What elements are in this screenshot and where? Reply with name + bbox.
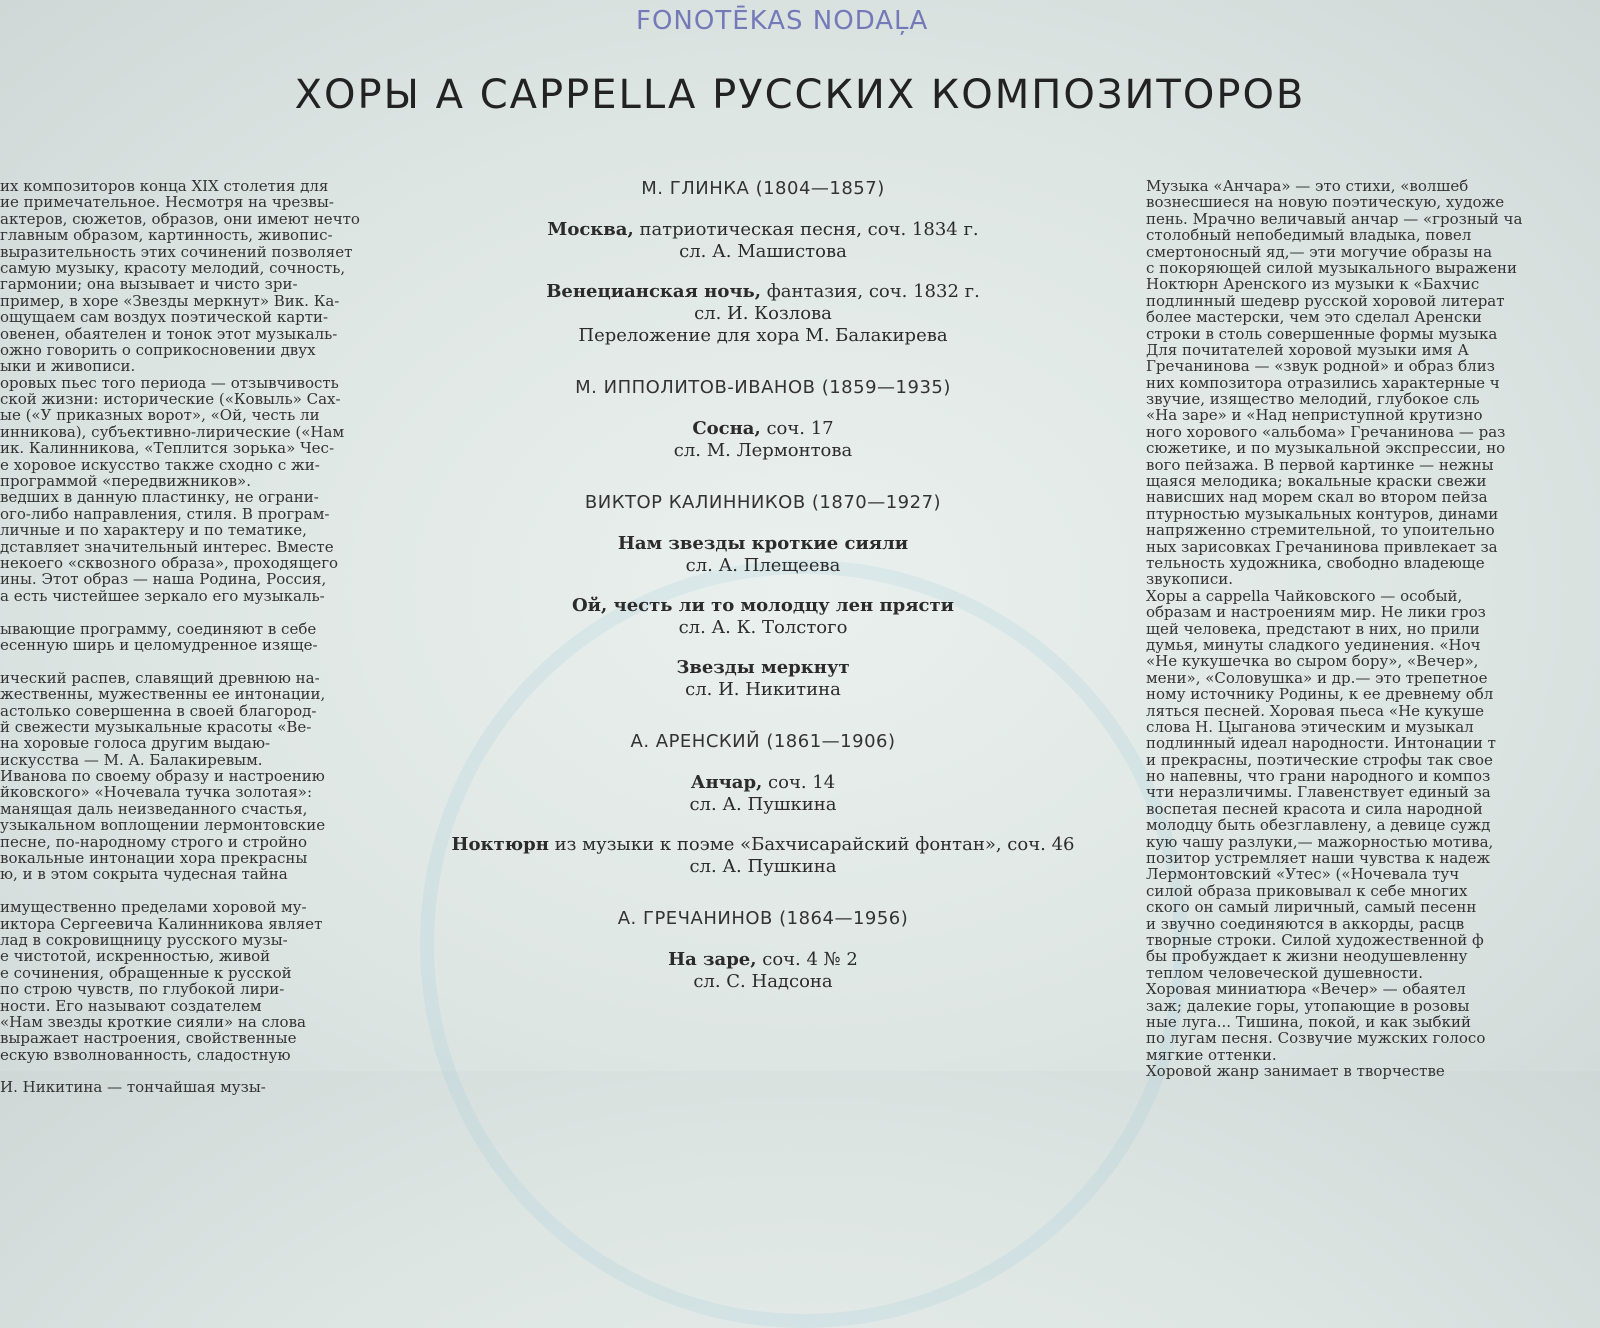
work-details: патриотическая песня, соч. 1834 г. [633, 219, 979, 240]
composer-heading: А. АРЕНСКИЙ (1861—1906) [630, 731, 896, 752]
text-line: ический распев, славящий древнюю на- [0, 668, 320, 687]
text-line: заж; далекие горы, утопающие в розовы [1146, 996, 1470, 1015]
work-title: На заре, [668, 949, 757, 970]
text-line: самую музыку, красоту мелодий, сочность, [0, 258, 346, 277]
text-line: но напевны, что грани народного и композ [1146, 767, 1491, 786]
text-line: них композитора отразились характерные ч [1146, 373, 1500, 392]
text-line: столобный непобедимый владыка, повел [1146, 226, 1472, 245]
work-title: Анчар, [690, 772, 763, 793]
text-line: Для почитателей хоровой музыки имя А [1146, 340, 1469, 359]
composer-heading: М. ИППОЛИТОВ-ИВАНОВ (1859—1935) [575, 377, 951, 398]
work-title: Венецианская ночь, [546, 281, 761, 302]
text-line: ины. Этот образ — наша Родина, Россия, [0, 570, 327, 589]
text-line [0, 883, 424, 899]
text-line: ывающие программу, соединяют в себе [0, 619, 317, 638]
text-line: воспетая песней красота и сила народной [1146, 799, 1483, 818]
text-line: пень. Мрачно величавый анчар — «грозный ча [1146, 209, 1523, 228]
text-line: звукописи. [1146, 570, 1234, 589]
text-line: молодцу быть обезглавлену, а девице сужд [1146, 816, 1491, 835]
text-line: И. Никитина — тончайшая музы- [0, 1078, 266, 1096]
library-stamp: FONOTĒKAS NODAĻA [636, 6, 929, 36]
text-line: йковского» «Ночевала тучка золотая»: [0, 783, 313, 802]
text-line: ожно говорить о соприкосновении двух [0, 340, 316, 359]
text-line: выразительность этих сочинений позволяет [0, 242, 353, 261]
text-line: на хоровые голоса другим выдаю- [0, 734, 271, 753]
text-line: ие примечательное. Несмотря на чрезвы- [0, 193, 334, 212]
work-entry [418, 949, 1108, 993]
text-line: некоего «сквозного образа», проходящего [0, 553, 339, 572]
text-line: вознесшиеся на новую поэтическую, художе [1146, 193, 1505, 212]
work-details: соч. 4 № 2 [756, 949, 858, 970]
text-line: инникова), субъективно-лирические («Нам [0, 422, 345, 441]
text-line: а есть чистейшее зеркало его музыкаль- [0, 586, 325, 605]
work-credit: сл. И. Козлова [694, 303, 832, 324]
liner-notes-right [1146, 178, 1600, 1079]
work-credit: сл. М. Лермонтова [673, 440, 853, 461]
liner-notes-left [0, 178, 424, 1096]
page-title: ХОРЫ А CAPPELLA РУССКИХ КОМПОЗИТОРОВ [294, 72, 1306, 118]
text-line: имущественно пределами хоровой му- [0, 898, 307, 917]
program-listing [418, 178, 1108, 1011]
text-line [0, 653, 424, 669]
work-credit: сл. И. Никитина [685, 679, 841, 700]
text-line: ного хорового «альбома» Гречанинова — раз [1146, 422, 1506, 441]
text-line: и прекрасны, поэтические строфы так свое [1146, 750, 1493, 769]
work-title: Ноктюрн [451, 834, 549, 855]
text-line: Музыка «Анчара» — это стихи, «волшеб [1146, 178, 1469, 195]
text-line: ю, и в этом сокрыта чудесная тайна [0, 865, 288, 884]
text-line: искусства — М. А. Балакиревым. [0, 750, 263, 769]
text-line [0, 604, 424, 620]
text-line: вого пейзажа. В первой картинке — нежны [1146, 455, 1494, 474]
text-line: главным образом, картинность, живопис- [0, 226, 333, 245]
text-line: слова Н. Цыганова этическим и музыкал [1146, 717, 1474, 736]
text-line: Гречанинова — «звук родной» и образ близ [1146, 357, 1495, 376]
text-line: думья, минуты сладкого уединения. «Ноч [1146, 635, 1481, 654]
text-line: ескую взволнованность, сладостную [0, 1045, 291, 1064]
work-entry [418, 281, 1108, 347]
text-line: личные и по характеру и по тематике, [0, 521, 307, 540]
text-line: е чистотой, искренностью, живой [0, 947, 271, 966]
work-credit: сл. А. Машистова [679, 241, 847, 262]
work-title: Нам звезды кроткие сияли [617, 533, 909, 554]
text-line: е сочинения, обращенные к русской [0, 963, 292, 982]
text-line: их композиторов конца XIX столетия для [0, 178, 329, 195]
work-entry [418, 772, 1108, 816]
work-entry [418, 657, 1108, 701]
text-line: ности. Его называют создателем [0, 996, 262, 1015]
work-credit: сл. А. Плещеева [685, 555, 841, 576]
text-line: выражает настроения, свойственные [0, 1029, 297, 1048]
text-line: звучие, изящество мелодий, глубокое сль [1146, 390, 1480, 409]
text-line: птурностью музыкальных контуров, динами [1146, 504, 1499, 523]
text-line: силой образа приковывал к себе многих [1146, 881, 1468, 900]
text-line: ого-либо направления, стиля. В програм- [0, 504, 330, 523]
text-line: й свежести музыкальные красоты «Ве- [0, 717, 312, 736]
text-line: лад в сокровищницу русского музы- [0, 930, 288, 949]
text-line: ской жизни: исторические («Ковыль» Сах- [0, 390, 341, 409]
text-line: мени», «Соловушка» и др.— это трепетное [1146, 668, 1488, 687]
text-line: ощущаем сам воздух поэтической карти- [0, 308, 329, 327]
work-title: Ой, честь ли то молодцу лен прясти [571, 595, 955, 616]
text-line: более мастерски, чем это сделал Аренски [1146, 308, 1482, 327]
composer-heading: ВИКТОР КАЛИННИКОВ (1870—1927) [584, 492, 942, 513]
text-line: напряженно стремительной, то упоительно [1146, 521, 1495, 540]
text-line: бы пробуждает к жизни неодушевленну [1146, 947, 1468, 966]
text-line: ных зарисовках Гречанинова привлекает за [1146, 537, 1498, 556]
work-details: соч. 17 [760, 418, 834, 439]
text-line: Хоры а cappella Чайковского — особый, [1146, 586, 1463, 605]
work-entry [418, 834, 1108, 878]
work-details: соч. 14 [762, 772, 836, 793]
work-entry [418, 219, 1108, 263]
composer-heading: А. ГРЕЧАНИНОВ (1864—1956) [617, 908, 909, 929]
text-line: с покоряющей силой музыкального выражени [1146, 258, 1517, 277]
text-line: ые («У приказных ворот», «Ой, честь ли [0, 406, 320, 425]
text-line: Хоровая миниатюра «Вечер» — обаятел [1146, 980, 1466, 999]
text-line: щаяся мелодика; вокальные краски свежи [1146, 472, 1487, 491]
work-credit: Переложение для хора М. Балакирева [578, 325, 948, 346]
text-line: творные строки. Силой художественной ф [1146, 930, 1484, 949]
text-line: песне, по-народному строго и стройно [0, 832, 307, 851]
composer-heading: М. ГЛИНКА (1804—1857) [641, 178, 885, 199]
work-details: фантазия, соч. 1832 г. [761, 281, 980, 302]
text-line: «Не кукушечка во сыром бору», «Вечер», [1146, 652, 1479, 671]
text-line: жественны, мужественны ее интонации, [0, 685, 326, 704]
text-line: ные луга... Тишина, покой, и как зыбкий [1146, 1012, 1471, 1031]
text-line: гармонии; она вызывает и чисто зри- [0, 275, 298, 294]
text-line: тельность художника, свободно владеюще [1146, 553, 1485, 572]
text-line: манящая даль неизведанного счастья, [0, 799, 308, 818]
text-line: овенен, обаятелен и тонок этот музыкаль- [0, 324, 338, 343]
text-line: ляться песней. Хоровая пьеса «Не кукуше [1146, 701, 1485, 720]
work-details: из музыки к поэме «Бахчисарайский фонтан», соч. 46 [548, 834, 1075, 855]
text-line: подлинный шедевр русской хоровой литерат [1146, 291, 1505, 310]
text-line: «Нам звезды кроткие сияли» на слова [0, 1012, 306, 1031]
work-entry [418, 595, 1108, 639]
text-line: программой «передвижников». [0, 472, 251, 491]
work-title: Звезды меркнут [676, 657, 850, 678]
text-line: чти неразличимы. Главенствует единый за [1146, 783, 1491, 802]
text-line: сюжетике, и по музыкальной экспрессии, но [1146, 439, 1506, 458]
text-line: образам и настроениям мир. Не лики гроз [1146, 603, 1486, 622]
text-line: есенную ширь и целомудренное изяще- [0, 635, 318, 654]
text-line: пример, в хоре «Звезды меркнут» Вик. Ка- [0, 291, 340, 310]
text-line: Хоровой жанр занимает в творчестве [1146, 1062, 1445, 1080]
work-credit: сл. А. Пушкина [689, 856, 837, 877]
text-line: по строю чувств, по глубокой лири- [0, 980, 285, 999]
text-line: Ноктюрн Аренского из музыки к «Бахчис [1146, 275, 1480, 294]
work-entry [418, 418, 1108, 462]
text-line: Иванова по своему образу и настроению [0, 767, 325, 786]
text-line: щей человека, предстают в них, но прили [1146, 619, 1480, 638]
text-line: ыки и живописи. [0, 357, 136, 376]
text-line: смертоносный яд,— эти могучие образы на [1146, 242, 1493, 261]
text-line: строки в столь совершенные формы музыка [1146, 324, 1498, 343]
text-line: «На заре» и «Над неприступной крутизно [1146, 406, 1483, 425]
text-line: ному источнику Родины, к ее древнему обл [1146, 685, 1494, 704]
text-line: Лермонтовский «Утес» («Ночевала туч [1146, 865, 1460, 884]
work-credit: сл. А. К. Толстого [678, 617, 848, 638]
text-line: подлинный идеал народности. Интонации т [1146, 734, 1496, 753]
work-credit: сл. С. Надсона [693, 971, 833, 992]
text-line: по лугам песня. Созвучие мужских голосо [1146, 1029, 1486, 1048]
text-line: иктора Сергеевича Калинникова являет [0, 914, 323, 933]
text-line: теплом человеческой душевности. [1146, 963, 1424, 982]
text-line: нависших над морем скал во втором пейза [1146, 488, 1488, 507]
text-line: дставляет значительный интерес. Вместе [0, 537, 334, 556]
work-credit: сл. А. Пушкина [689, 794, 837, 815]
work-title: Сосна, [692, 418, 761, 439]
text-line: астолько совершенна в своей благород- [0, 701, 317, 720]
text-line: позитор устремляет наши чувства к надеж [1146, 849, 1491, 868]
text-line: ведших в данную пластинку, не ограни- [0, 488, 319, 507]
text-line: оровых пьес того периода — отзывчивость [0, 373, 339, 392]
text-line [0, 1063, 424, 1079]
text-line: е хоровое искусство также сходно с жи- [0, 455, 320, 474]
text-line: узыкальном воплощении лермонтовские [0, 816, 326, 835]
text-line: ского он самый лиричный, самый песенн [1146, 898, 1477, 917]
work-title: Москва, [547, 219, 634, 240]
text-line: вокальные интонации хора прекрасны [0, 849, 308, 868]
text-line: и звучно соединяются в аккорды, расцв [1146, 914, 1465, 933]
text-line: актеров, сюжетов, образов, они имеют нечто [0, 209, 360, 228]
text-line: ик. Калинникова, «Теплится зорька» Чес- [0, 439, 335, 458]
work-entry [418, 533, 1108, 577]
text-line: мягкие оттенки. [1146, 1045, 1277, 1064]
text-line: кую чашу разлуки,— мажорностью мотива, [1146, 832, 1494, 851]
